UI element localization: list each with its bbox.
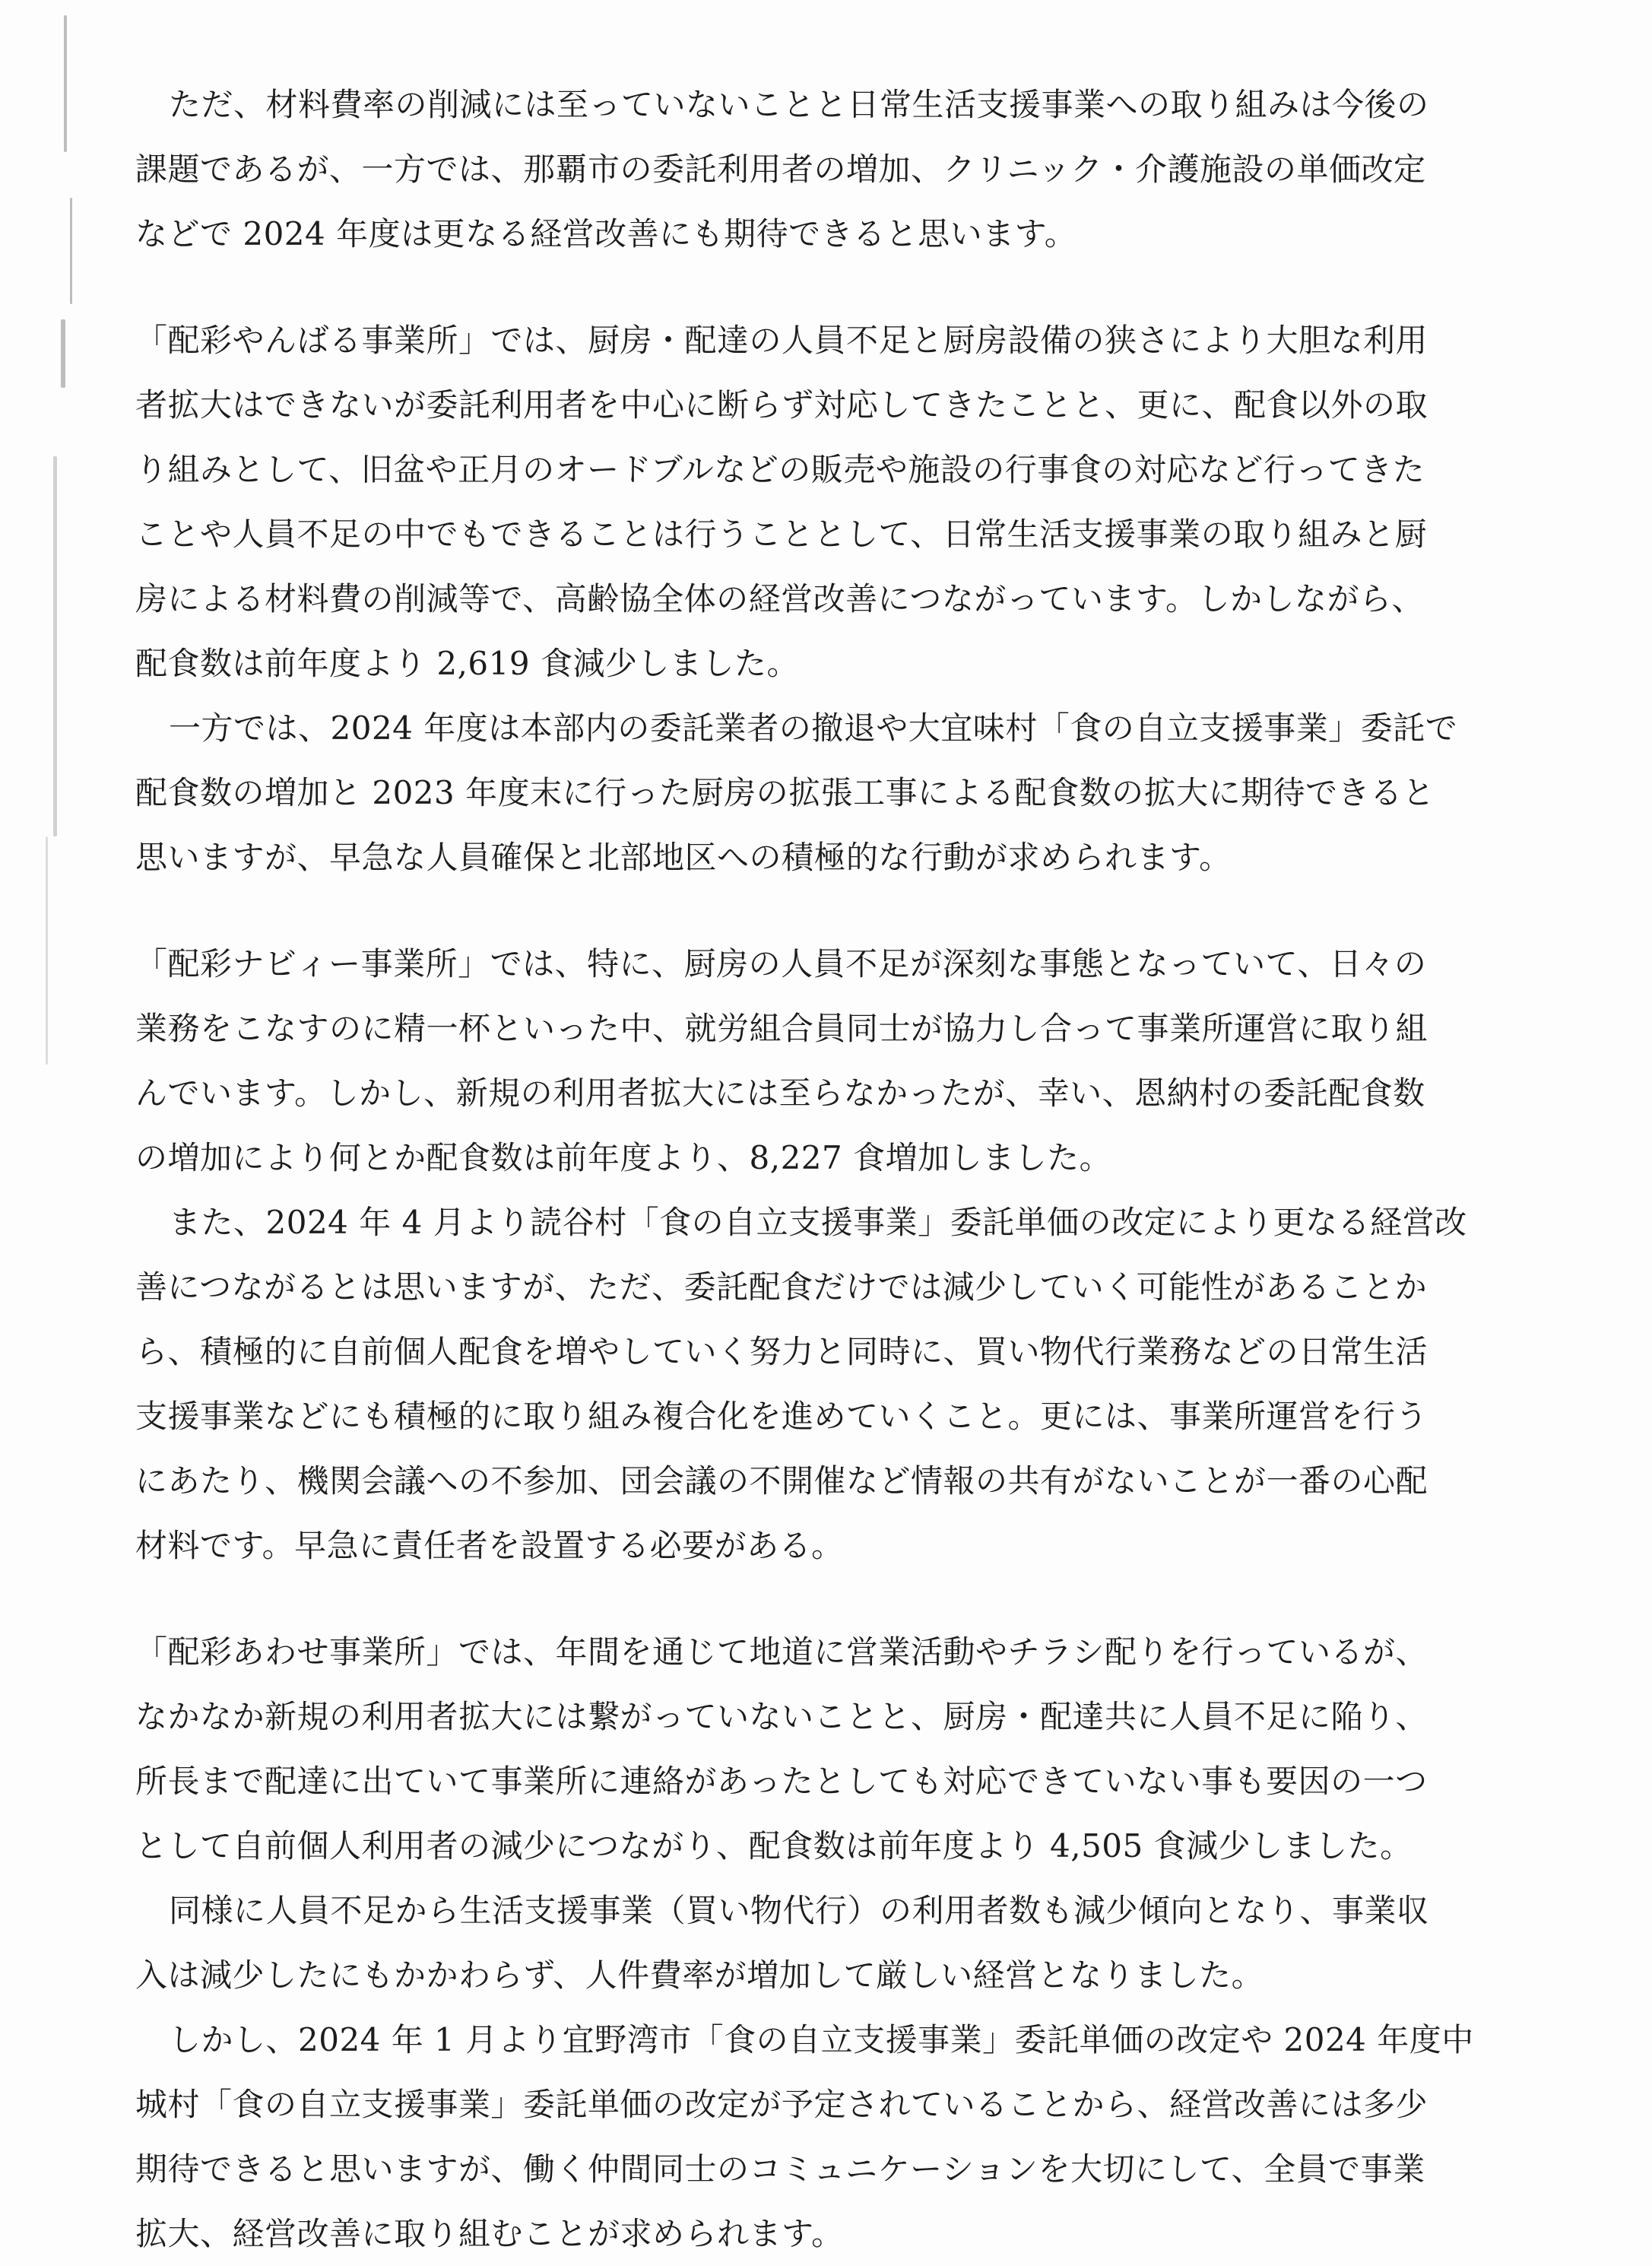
- text-line: 同様に人員不足から生活支援事業（買い物代行）の利用者数も減少傾向となり、事業収: [169, 1892, 1429, 1929]
- text-line: 支援事業などにも積極的に取り組み複合化を進めていくこと。更には、事業所運営を行う: [135, 1398, 1428, 1435]
- text-line: 業務をこなすのに精一杯といった中、就労組合員同士が協力し合って事業所運営に取り組: [135, 1010, 1428, 1047]
- text-line: 材料です。早急に責任者を設置する必要がある。: [135, 1527, 844, 1564]
- text-line: にあたり、機関会議への不参加、団会議の不開催など情報の共有がないことが一番の心配: [135, 1462, 1428, 1500]
- text-line: 所長まで配達に出ていて事業所に連絡があったとしても対応できていない事も要因の一つ: [135, 1763, 1428, 1800]
- text-line: ら、積極的に自前個人配食を増やしていく努力と同時に、買い物代行業務などの日常生活: [135, 1333, 1428, 1370]
- text-line: 一方では、2024 年度は本部内の委託業者の撤退や大宜味村「食の自立支援事業」委託で: [169, 709, 1458, 747]
- text-line: 房による材料費の削減等で、高齢協全体の経営改善につながっています。しかしながら、: [135, 580, 1424, 617]
- text-line: り組みとして、旧盆や正月のオードブルなどの販売や施設の行事食の対応など行ってきた: [135, 451, 1425, 488]
- text-line: しかし、2024 年 1 月より宜野湾市「食の自立支援事業」委託単価の改定や 2024 年度中: [169, 2021, 1474, 2058]
- text-line: などで 2024 年度は更なる経営改善にも期待できると思います。: [135, 215, 1077, 252]
- document-page: [135, 72, 1489, 2266]
- text-line: 「配彩ナビィー事業所」では、特に、厨房の人員不足が深刻な事態となっていて、日々の: [135, 945, 1427, 982]
- text-line: 城村「食の自立支援事業」委託単価の改定が予定されていることから、経営改善には多少: [135, 2086, 1428, 2123]
- scan-artifact: [46, 836, 48, 1065]
- text-line: 課題であるが、一方では、那覇市の委託利用者の増加、クリニック・介護施設の単価改定: [135, 151, 1426, 188]
- text-line: んでいます。しかし、新規の利用者拡大には至らなかったが、幸い、恩納村の委託配食数: [135, 1074, 1425, 1112]
- text-line: ただ、材料費率の削減には至っていないことと日常生活支援事業への取り組みは今後の: [169, 86, 1429, 123]
- text-line: 拡大、経営改善に取り組むことが求められます。: [135, 2215, 844, 2252]
- text-line: として自前個人利用者の減少につながり、配食数は前年度より 4,505 食減少しました。: [135, 1827, 1413, 1865]
- text-line: 配食数の増加と 2023 年度末に行った厨房の拡張工事による配食数の拡大に期待できると: [135, 774, 1435, 811]
- text-line: 「配彩あわせ事業所」では、年間を通じて地道に営業活動やチラシ配りを行っているが、: [135, 1633, 1428, 1671]
- text-line: 期待できると思いますが、働く仲間同士のコミュニケーションを大切にして、全員で事業: [135, 2150, 1425, 2188]
- scan-edge: [0, 0, 114, 2222]
- text-line: 「配彩やんばる事業所」では、厨房・配達の人員不足と厨房設備の狭さにより大胆な利用: [135, 322, 1428, 359]
- scan-artifact: [70, 198, 72, 304]
- text-line: また、2024 年 4 月より読谷村「食の自立支援事業」委託単価の改定により更なる経営改: [169, 1204, 1467, 1241]
- text-line: なかなか新規の利用者拡大には繋がっていないことと、厨房・配達共に人員不足に陥り、: [135, 1698, 1428, 1735]
- scan-artifact: [64, 15, 67, 152]
- text-line: ことや人員不足の中でもできることは行うこととして、日常生活支援事業の取り組みと厨: [135, 516, 1428, 553]
- text-line: 善につながるとは思いますが、ただ、委託配食だけでは減少していく可能性があることか: [135, 1268, 1428, 1306]
- text-line: 思いますが、早急な人員確保と北部地区への積極的な行動が求められます。: [135, 839, 1232, 876]
- scan-artifact: [53, 456, 57, 836]
- text-line: 配食数は前年度より 2,619 食減少しました。: [135, 645, 799, 682]
- text-line: の増加により何とか配食数は前年度より、8,227 食増加しました。: [135, 1139, 1112, 1176]
- text-line: 者拡大はできないが委託利用者を中心に断らず対応してきたことと、更に、配食以外の取: [135, 386, 1428, 424]
- scan-artifact: [61, 319, 65, 388]
- text-line: 入は減少したにもかかわらず、人件費率が増加して厳しい経営となりました。: [135, 1957, 1264, 1994]
